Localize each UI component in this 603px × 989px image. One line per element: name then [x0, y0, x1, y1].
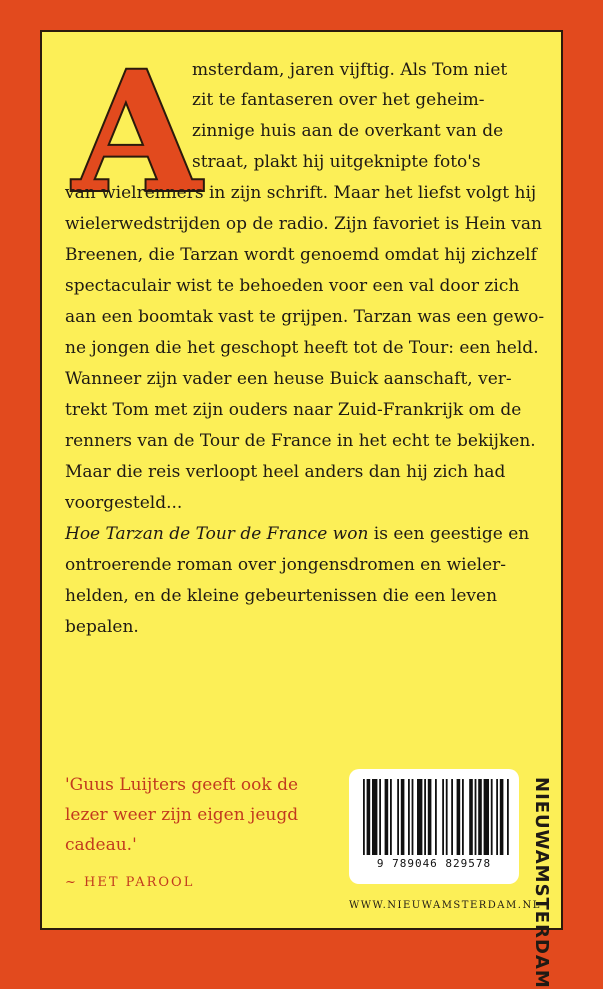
barcode-bar [367, 779, 371, 855]
blurb-line: wielerwedstrijden op de radio. Zijn favoriet is Hein van [65, 214, 542, 234]
blurb-line: van wielrenners in zijn schrift. Maar het liefst volgt hij [65, 183, 537, 203]
barcode-bar [417, 779, 422, 855]
publisher-website: WWW.NIEUWAMSTERDAM.NL [349, 900, 541, 911]
barcode-bar [500, 779, 504, 855]
blurb-line: spectaculair wist te behoeden voor een val door zich [65, 276, 520, 296]
quote-line: cadeau.' [65, 835, 137, 855]
barcode-bar [435, 779, 437, 855]
barcode-bar [496, 779, 498, 855]
isbn-number: 9 789046 829578 [376, 857, 492, 870]
blurb-title-rest: is een geestige en [368, 524, 530, 544]
dropcap-glyph: A [72, 52, 202, 202]
blurb-line: voorgesteld... [65, 493, 183, 513]
blurb-line: ne jongen die het geschopt heeft tot de Tour: een held. [65, 338, 539, 358]
barcode-bar [379, 779, 381, 855]
barcode-bar [401, 779, 405, 855]
quote-line: lezer weer zijn eigen jeugd [65, 805, 299, 825]
barcode [349, 769, 519, 884]
quote-line: 'Guus Luijters geeft ook de [65, 775, 299, 795]
blurb-line: trekt Tom met zijn ouders naar Zuid-Frankrijk om de [65, 400, 522, 420]
blurb-line: zinnige huis aan de overkant van de [192, 121, 504, 141]
barcode-bar [478, 779, 482, 855]
blurb-line: zit te fantaseren over het geheim- [192, 90, 485, 110]
blurb-line: renners van de Tour de France in het echt te bekijken. [65, 431, 536, 451]
blurb-line: aan een boomtak vast te grijpen. Tarzan was een gewo- [65, 307, 545, 327]
publisher-logo [528, 777, 552, 989]
blurb-line: Breenen, die Tarzan wordt genoemd omdat hij zichzelf [65, 245, 537, 265]
barcode-bars [349, 769, 519, 857]
barcode-bar [451, 779, 453, 855]
barcode-bar [469, 779, 473, 855]
blurb-line: msterdam, jaren vijftig. Als Tom niet [192, 60, 508, 80]
quote-source: ~ HET PAROOL [65, 875, 195, 890]
blurb-line: ontroerende roman over jongensdromen en wieler- [65, 555, 506, 575]
barcode-bar [390, 779, 392, 855]
blurb-line: Maar die reis verloopt heel anders dan hij zich had [65, 462, 506, 482]
barcode-bar [372, 779, 377, 855]
barcode-bar [397, 779, 399, 855]
barcode-bar [424, 779, 426, 855]
barcode-bar [475, 779, 477, 855]
blurb-line: straat, plakt hij uitgeknipte foto's [192, 152, 481, 172]
barcode-bar [446, 779, 448, 855]
barcode-bar [462, 779, 464, 855]
review-quote [65, 770, 355, 860]
barcode-bar [408, 779, 410, 855]
blurb-line: helden, en de kleine gebeurtenissen die een leven [65, 586, 498, 606]
barcode-bar [457, 779, 461, 855]
barcode-bar [442, 779, 444, 855]
barcode-bar [363, 779, 365, 855]
book-title: Hoe Tarzan de Tour de France won [65, 524, 369, 544]
barcode-bar [428, 779, 432, 855]
barcode-bar [385, 779, 389, 855]
publisher-logo-text: NIEUWAMSTERDAM [531, 777, 552, 989]
yellow-panel [40, 30, 563, 989]
blurb-title-line [65, 524, 529, 544]
barcode-bar [507, 779, 509, 855]
barcode-bar [484, 779, 489, 855]
blurb-line: Wanneer zijn vader een heuse Buick aanschaft, ver- [65, 369, 512, 389]
barcode-bar [412, 779, 414, 855]
blurb-line: bepalen. [65, 617, 139, 637]
barcode-bar [491, 779, 493, 855]
